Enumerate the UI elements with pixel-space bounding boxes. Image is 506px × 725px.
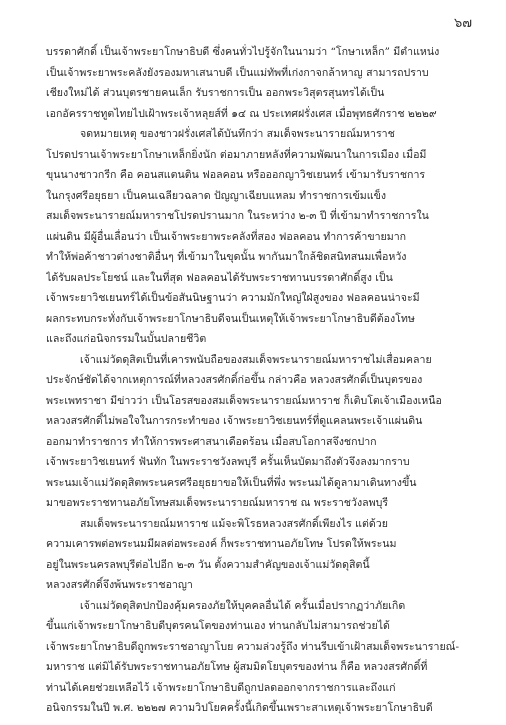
text-line: ขึ้นแก่เจ้าพระยาโกษาธิบดีบุตรคนโตของท่านเอง ท่านกลับไม่สามารถช่วยได้ (46, 620, 390, 632)
text-line: ได้รับผลประโยชน์ และในที่สุด ฟอลคอนได้รับพระราชทานบรรดาศักดิ์สูง เป็น (46, 271, 393, 284)
text-line: เจ้าพระยาวิชเยนทร์ ฟันทัก ในพระราชวังลพบุรี ครั้นเห็นบัดมาถึงตัวจึงลงมากราบ (46, 456, 410, 468)
page-number: ๖๗ (453, 16, 472, 31)
paragraph (46, 42, 484, 124)
text-line: สมเด็จพระนารายณ์มหาราช แม้จะพิโรธหลวงสรศักดิ์เพียงไร แต่ด้วย (80, 517, 388, 530)
text-line: ในกรุงศรีอยุธยา เป็นคนเฉลียวฉลาด ปัญญาเฉียบแหลม ทำราชการเข้มแข็ง (46, 189, 387, 202)
text-line: ผลกระทบกระทั่งกับเจ้าพระยาโกษาธิบดีจนเป็นเหตุให้เจ้าพระยาโกษาธิบดีต้องโทษ (46, 312, 415, 325)
paragraph (46, 596, 484, 719)
paragraph (46, 514, 484, 596)
text-line: และถึงแก่อนิจกรรมในบั้นปลายชีวิต (46, 333, 207, 345)
text-line: ประจักษ์ชัดได้จากเหตุการณ์ที่หลวงสรศักดิ์ก่อขึ้น กล่าวคือ หลวงสรศักดิ์เป็นบุตรของ (46, 374, 423, 386)
text-line: หลวงสรศักดิ์ไม่พอใจในการกระทำของ เจ้าพระยาวิชเยนทร์ที่ดูแคลนพระเจ้าแผ่นดิน (46, 415, 423, 427)
text-line: เป็นเจ้าพระยาพระคลังยังรองมหาเสนาบดี เป็นแม่ทัพที่เก่งกาจกล้าหาญ สามารถปราบ (46, 66, 429, 79)
text-line: จดหมายเหตุ ของชาวฝรั่งเศสได้บันทึกว่า สมเด็จพระนารายณ์มหาราช (80, 128, 395, 140)
text-line: ทำให้พ่อค้าชาวต่างชาติอื่นๆ ที่เข้ามาในขุดนั้น พากันมาใกล้ชิดสนิทสนมเพื่อหวัง (46, 251, 407, 263)
text-line: สมเด็จพระนารายณ์มหาราชโปรดปรานมาก ในระหว่าง ๒-๓ ปี ที่เข้ามาทำราชการใน (46, 210, 429, 222)
text-line: ท่านได้เคยช่วยเหลือไว้ เจ้าพระยาโกษาธิบดีถูกปลดออกจากราชการและถึงแก่ (46, 681, 396, 694)
text-line: ขุนนางชาวกรีก คือ คอนสแตนติน ฟอลคอน หรือออกญาวิชเยนทร์ เข้ามารับราชการ (46, 169, 426, 181)
text-line: ความเคารพต่อพระนมมีผลต่อพระองค์ ก็พระราชทานอภัยโทษ โปรดให้พระนม (46, 538, 397, 550)
text-line: มหาราช แต่มิได้รับพระราชทานอภัยโทษ ผู้สมมิตโยบุตรของท่าน ก็คือ หลวงสรศักดิ์ที่ (46, 661, 428, 673)
text-line: เจ้าแม่วัดดุสิตเป็นที่เคารพนับถือของสมเด็จพระนารายณ์มหาราชไม่เสื่อมคลาย (80, 353, 432, 366)
body-text (46, 42, 484, 719)
text-line: หลวงสรศักดิ์จึงพ้นพระราชอาญา (46, 579, 193, 591)
text-line: เชียงใหม่ได้ ส่วนบุตรชายคนเล็ก รับราชการเป็น ออกพระวิสุตรสุนทรได้เป็น (46, 87, 385, 99)
text-line: เจ้าพระยาวิชเยนทร์ได้เป็นข้อสันนิษฐานว่า ความมักใหญ่ใฝ่สูงของ ฟอลคอนน่าจะมี (46, 292, 420, 304)
text-line: พระเพทราชา มีข่าวว่า เป็นโอรสของสมเด็จพระนารายณ์มหาราช ก็เติบโตเจ้าเมืองเหนือ (46, 394, 442, 407)
text-line: เจ้าแม่วัดดุสิตปกป้องคุ้มครองภัยให้บุคคลอื่นได้ ครั้นเมื่อปรากฏว่าภัยเกิด (80, 599, 406, 612)
text-line: เจ้าพระยาโกษาธิบดีถูกพระราชอาญาโบย ความล่วงรู้ถึง ท่านรีบเข้าเฝ้าสมเด็จพระนารายณ์- (46, 640, 460, 653)
paragraph (46, 124, 484, 350)
text-line: เอกอัครราชทูตไทยไปเฝ้าพระเจ้าหลุยส์ที่ ๑๔ ณ ประเทศฝรั่งเศส เมื่อพุทธศักราช ๒๒๒๙ (46, 107, 437, 120)
text-line: ออกมาทำราชการ ทำให้การพระศาสนาเดือดร้อน เมื่อสบโอกาสจึงชกปาก (46, 435, 377, 448)
text-line: โปรดปรานเจ้าพระยาโกษาเหล็กยิ่งนัก ต่อมาภายหลังที่ความพัฒนาในการเมือง เมื่อมี (46, 148, 427, 161)
text-line: อยู่ในพระนครลพบุรีต่อไปอีก ๒-๓ วัน ตั้งความสำคัญของเจ้าแม่วัดดุสิตนี้ (46, 558, 370, 571)
text-line: แผ่นดิน มีผู้อื่นเลื่อนว่า เป็นเจ้าพระยาพระคลังที่สอง ฟอลคอน ทำการค้าขายมาก (46, 230, 407, 243)
text-line: บรรดาศักดิ์ เป็นเจ้าพระยาโกษาธิบดี ซึ่งคนทั่วไปรู้จักในนามว่า “โกษาเหล็ก” มีตำแหน่ง (46, 46, 440, 58)
text-line: พระนมเจ้าแม่วัดดุสิตพระนครศรีอยุธยาขอให้เป็นที่พึ่ง พระนมได้ดูลามาเดินทางขึ้น (46, 476, 417, 489)
text-line: มาขอพระราชทานอภัยโทษสมเด็จพระนารายณ์มหาราช ณ พระราชวังลพบุรี (46, 497, 389, 509)
text-line: อนิจกรรมในปี พ.ศ. ๒๒๒๗ ความวิปโยคครั้งนี้เกิดขึ้นเพราะสาเหตุเจ้าพระยาโกษาธิบดี (46, 702, 433, 714)
paragraph (46, 350, 484, 514)
